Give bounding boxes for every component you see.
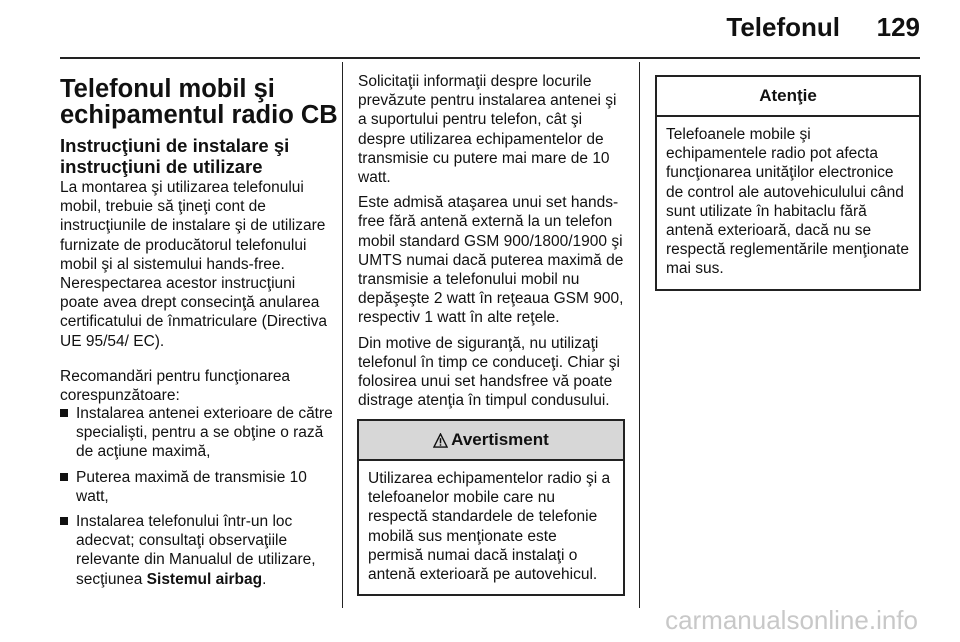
col2-paragraph-2: Este admisă ataşarea unui set hands-free fără antenă externă la un telefon mobil standard GSM 900/1800/1900 şi UMTS numai dacă puterea maximă de transmisie a telefonului mobil nu depăşeşte 2 watt în reţeaua GSM 900, respectiv 1 watt în alte reţele. bbox=[358, 194, 624, 327]
bullet-square-icon bbox=[60, 409, 68, 417]
attention-title: Atenţie bbox=[759, 86, 817, 105]
watermark: carmanualsonline.info bbox=[665, 605, 918, 635]
page-number: 129 bbox=[876, 12, 920, 42]
recommendations-list bbox=[60, 404, 335, 595]
col2-paragraph-3: Din motive de siguranţă, nu utilizaţi telefonul în timp ce conduceţi. Chiar şi folosirea unui set handsfree vă poate distrage atenţia în timpul condusului. bbox=[358, 334, 620, 410]
list-item bbox=[60, 512, 335, 589]
list-item-text: Puterea maximă de transmisie 10 watt, bbox=[76, 468, 307, 505]
header-title: Telefonul bbox=[726, 12, 840, 42]
col1-paragraph-2: Recomandări pentru funcţionarea corespunzătoare: bbox=[60, 368, 291, 405]
bullet-square-icon bbox=[60, 517, 68, 525]
section-title: Telefonul mobil şi echipamentul radio CB bbox=[60, 75, 338, 129]
header-rule bbox=[60, 57, 920, 59]
list-item bbox=[60, 404, 335, 462]
col2-paragraph-1: Solicitaţii informaţii despre locurile prevăzute pentru instalarea antenei şi a suportului pentru telefon, cât şi despre utilizarea echipamentelor de transmisie cu putere mai mare de 10 watt. bbox=[358, 73, 617, 187]
warning-box bbox=[357, 419, 625, 596]
attention-header bbox=[657, 77, 919, 117]
list-item-end: . bbox=[262, 570, 267, 588]
list-item bbox=[60, 468, 335, 506]
warning-triangle-icon bbox=[433, 433, 448, 448]
airbag-section-reference: Sistemul airbag bbox=[146, 570, 263, 588]
warning-header bbox=[359, 421, 623, 461]
col1-paragraph-1: La montarea şi utilizarea telefonului mobil, trebuie să ţineţi cont de instrucţiunile de instalare şi de utilizare furnizate de producătorul telefonului mobil şi al sistemului hands-free. Nerespectarea acestor instrucţiuni poate avea drept consecinţă anularea certificatului de înmatriculare (Directiva UE 95/54/ EC). bbox=[60, 179, 328, 350]
attention-box bbox=[655, 75, 921, 291]
warning-body: Utilizarea echipamentelor radio şi a telefoanelor mobile care nu respectă standardele de telefonie mobilă sus menţionate este permisă numai dacă instalaţi o antenă exterioară pe autovehicul. bbox=[368, 470, 611, 584]
section-subtitle: Instrucţiuni de instalare şi instrucţiuni de utilizare bbox=[60, 135, 290, 177]
bullet-square-icon bbox=[60, 473, 68, 481]
list-item-text: Instalarea telefonului într-un loc adecvat; consultaţi observaţiile relevante din Manualul de utilizare, secţiunea bbox=[76, 513, 316, 588]
warning-title: Avertisment bbox=[451, 430, 549, 449]
list-item-text: Instalarea antenei exterioare de către specialişti, pentru a se obţine o rază de acţiune maximă, bbox=[76, 405, 333, 461]
column-divider-1 bbox=[342, 62, 343, 608]
attention-body: Telefoanele mobile şi echipamentele radio pot afecta funcţionarea unităţilor electronice de control ale autovehiculului când sunt utilizate în habitaclu fără antenă exterioară, dacă nu se respectă reglementările menţionate mai sus. bbox=[666, 126, 909, 278]
column-2 bbox=[358, 72, 624, 416]
column-divider-2 bbox=[639, 62, 640, 608]
